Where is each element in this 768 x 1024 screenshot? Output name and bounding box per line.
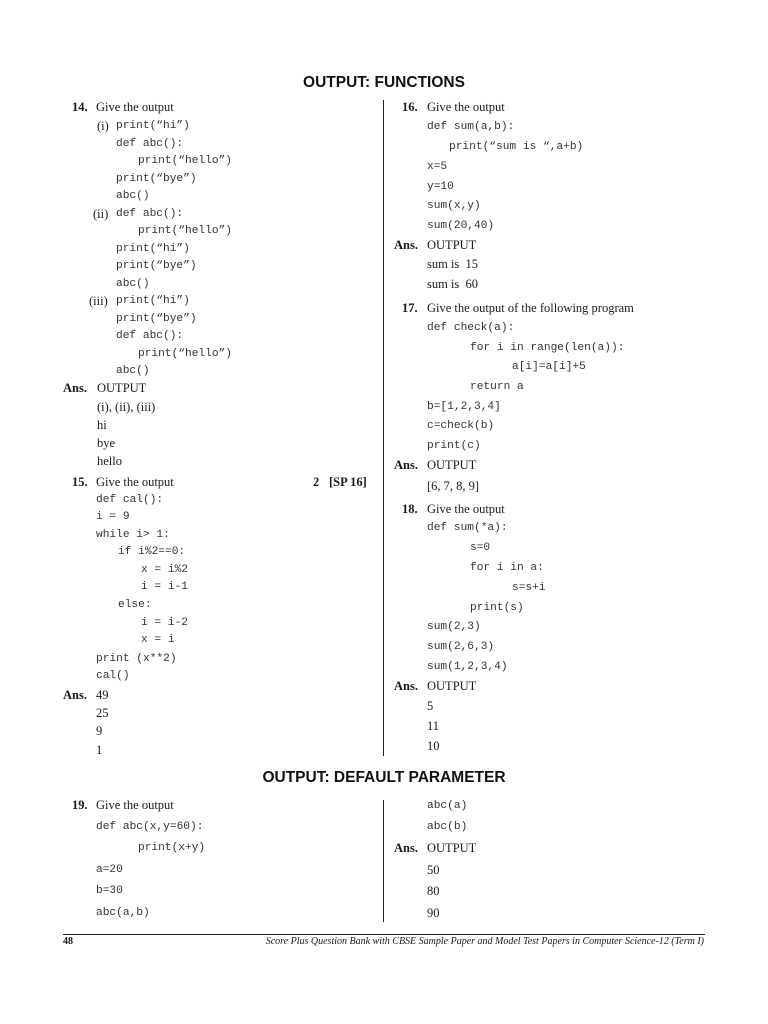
code-line: return a xyxy=(470,381,524,393)
code-line: b=[1,2,3,4] xyxy=(427,401,501,413)
question-number: 17. xyxy=(402,301,418,315)
answer-line: 49 xyxy=(96,688,109,702)
answer-label: Ans. xyxy=(63,688,87,702)
answer-label: Ans. xyxy=(394,679,418,693)
code-line: x=5 xyxy=(427,161,448,173)
code-line: a=20 xyxy=(96,864,123,876)
answer-line: hello xyxy=(97,454,122,468)
code-line: y=10 xyxy=(427,181,454,193)
code-line: def check(a): xyxy=(427,322,515,334)
code-line: print(“bye”) xyxy=(116,173,197,185)
code-line: print(“hello”) xyxy=(138,155,232,167)
answer-line: OUTPUT xyxy=(427,458,477,472)
code-line: abc() xyxy=(116,278,150,290)
code-line: x = i xyxy=(141,634,175,646)
book-title: Score Plus Question Bank with CBSE Sample Paper and Model Test Papers in Computer Science-12 (Term I) xyxy=(265,936,704,947)
answer-line: 10 xyxy=(427,739,440,753)
code-line: print(“hello”) xyxy=(138,225,232,237)
code-line: s=0 xyxy=(470,542,491,554)
code-line: c=check(b) xyxy=(427,420,495,432)
code-line: print(“sum is “,a+b) xyxy=(449,141,584,153)
question-number: 18. xyxy=(402,502,418,516)
code-line: print(“hi”) xyxy=(116,120,190,132)
part-label: (iii) xyxy=(89,294,108,308)
code-line: sum(x,y) xyxy=(427,200,481,212)
source-ref: [SP 16] xyxy=(329,475,367,489)
code-line: abc(a,b) xyxy=(96,907,150,919)
code-line: abc(a) xyxy=(427,800,468,812)
section-heading-default-parameter: OUTPUT: DEFAULT PARAMETER xyxy=(262,769,506,786)
marks: 2 xyxy=(313,475,320,489)
code-line: def abc(): xyxy=(116,138,184,150)
part-label: (i) xyxy=(97,119,109,133)
code-line: i = 9 xyxy=(96,511,130,523)
code-line: cal() xyxy=(96,670,130,682)
code-line: abc() xyxy=(116,365,150,377)
code-line: sum(2,6,3) xyxy=(427,641,495,653)
answer-line: sum is 15 xyxy=(427,257,479,271)
code-line: def abc(x,y=60): xyxy=(96,821,204,833)
code-line: abc() xyxy=(116,190,150,202)
code-line: def sum(a,b): xyxy=(427,121,515,133)
answer-line: 25 xyxy=(96,706,109,720)
code-line: print(s) xyxy=(470,602,524,614)
section-heading-functions: OUTPUT: FUNCTIONS xyxy=(303,74,465,91)
part-label: (ii) xyxy=(93,207,109,221)
code-line: def sum(*a): xyxy=(427,522,508,534)
answer-line: OUTPUT xyxy=(427,238,477,252)
question-text: Give the output xyxy=(96,475,174,489)
answer-line: (i), (ii), (iii) xyxy=(97,400,156,414)
answer-line: 80 xyxy=(427,884,440,898)
code-line: abc(b) xyxy=(427,821,468,833)
code-line: def abc(): xyxy=(116,330,184,342)
answer-line: 9 xyxy=(96,724,103,738)
question-text: Give the output xyxy=(427,100,505,114)
question-text: Give the output of the following program xyxy=(427,301,634,315)
code-line: while i> 1: xyxy=(96,529,170,541)
page-number: 48 xyxy=(63,936,73,947)
code-line: print(c) xyxy=(427,440,481,452)
question-text: Give the output xyxy=(96,100,174,114)
code-line: else: xyxy=(118,599,152,611)
answer-line: 50 xyxy=(427,863,440,877)
code-line: for i in a: xyxy=(470,562,544,574)
column-divider xyxy=(383,800,384,922)
answer-line: 11 xyxy=(427,719,440,733)
question-text: Give the output xyxy=(96,798,174,812)
answer-line: 1 xyxy=(96,743,103,757)
answer-line: 90 xyxy=(427,906,440,920)
code-line: print(“bye”) xyxy=(116,313,197,325)
code-line: s=s+i xyxy=(512,582,546,594)
code-line: print(“hello”) xyxy=(138,348,232,360)
code-line: print (x**2) xyxy=(96,653,177,665)
code-line: b=30 xyxy=(96,885,123,897)
column-divider xyxy=(383,100,384,756)
code-line: sum(1,2,3,4) xyxy=(427,661,508,673)
code-line: print(“bye”) xyxy=(116,260,197,272)
answer-label: Ans. xyxy=(394,841,418,855)
code-line: sum(20,40) xyxy=(427,220,495,232)
answer-line: OUTPUT xyxy=(97,381,147,395)
code-line: x = i%2 xyxy=(141,564,188,576)
code-line: i = i-1 xyxy=(141,581,188,593)
code-line: print(“hi”) xyxy=(116,295,190,307)
code-line: sum(2,3) xyxy=(427,621,481,633)
answer-label: Ans. xyxy=(394,238,418,252)
answer-label: Ans. xyxy=(394,458,418,472)
answer-line: hi xyxy=(97,418,107,432)
answer-line: [6, 7, 8, 9] xyxy=(427,479,480,493)
code-line: print(x+y) xyxy=(138,842,206,854)
question-text: Give the output xyxy=(427,502,505,516)
code-line: print(“hi”) xyxy=(116,243,190,255)
answer-line: 5 xyxy=(427,699,434,713)
answer-label: Ans. xyxy=(63,381,87,395)
footer-rule xyxy=(63,934,705,935)
answer-line: OUTPUT xyxy=(427,679,477,693)
question-number: 16. xyxy=(402,100,418,114)
answer-line: bye xyxy=(97,436,116,450)
code-line: def abc(): xyxy=(116,208,184,220)
question-number: 15. xyxy=(72,475,88,489)
answer-line: OUTPUT xyxy=(427,841,477,855)
code-line: for i in range(len(a)): xyxy=(470,342,625,354)
code-line: def cal(): xyxy=(96,494,164,506)
code-line: a[i]=a[i]+5 xyxy=(512,361,586,373)
code-line: if i%2==0: xyxy=(118,546,186,558)
question-number: 14. xyxy=(72,100,88,114)
question-number: 19. xyxy=(72,798,88,812)
code-line: i = i-2 xyxy=(141,617,188,629)
answer-line: sum is 60 xyxy=(427,277,479,291)
